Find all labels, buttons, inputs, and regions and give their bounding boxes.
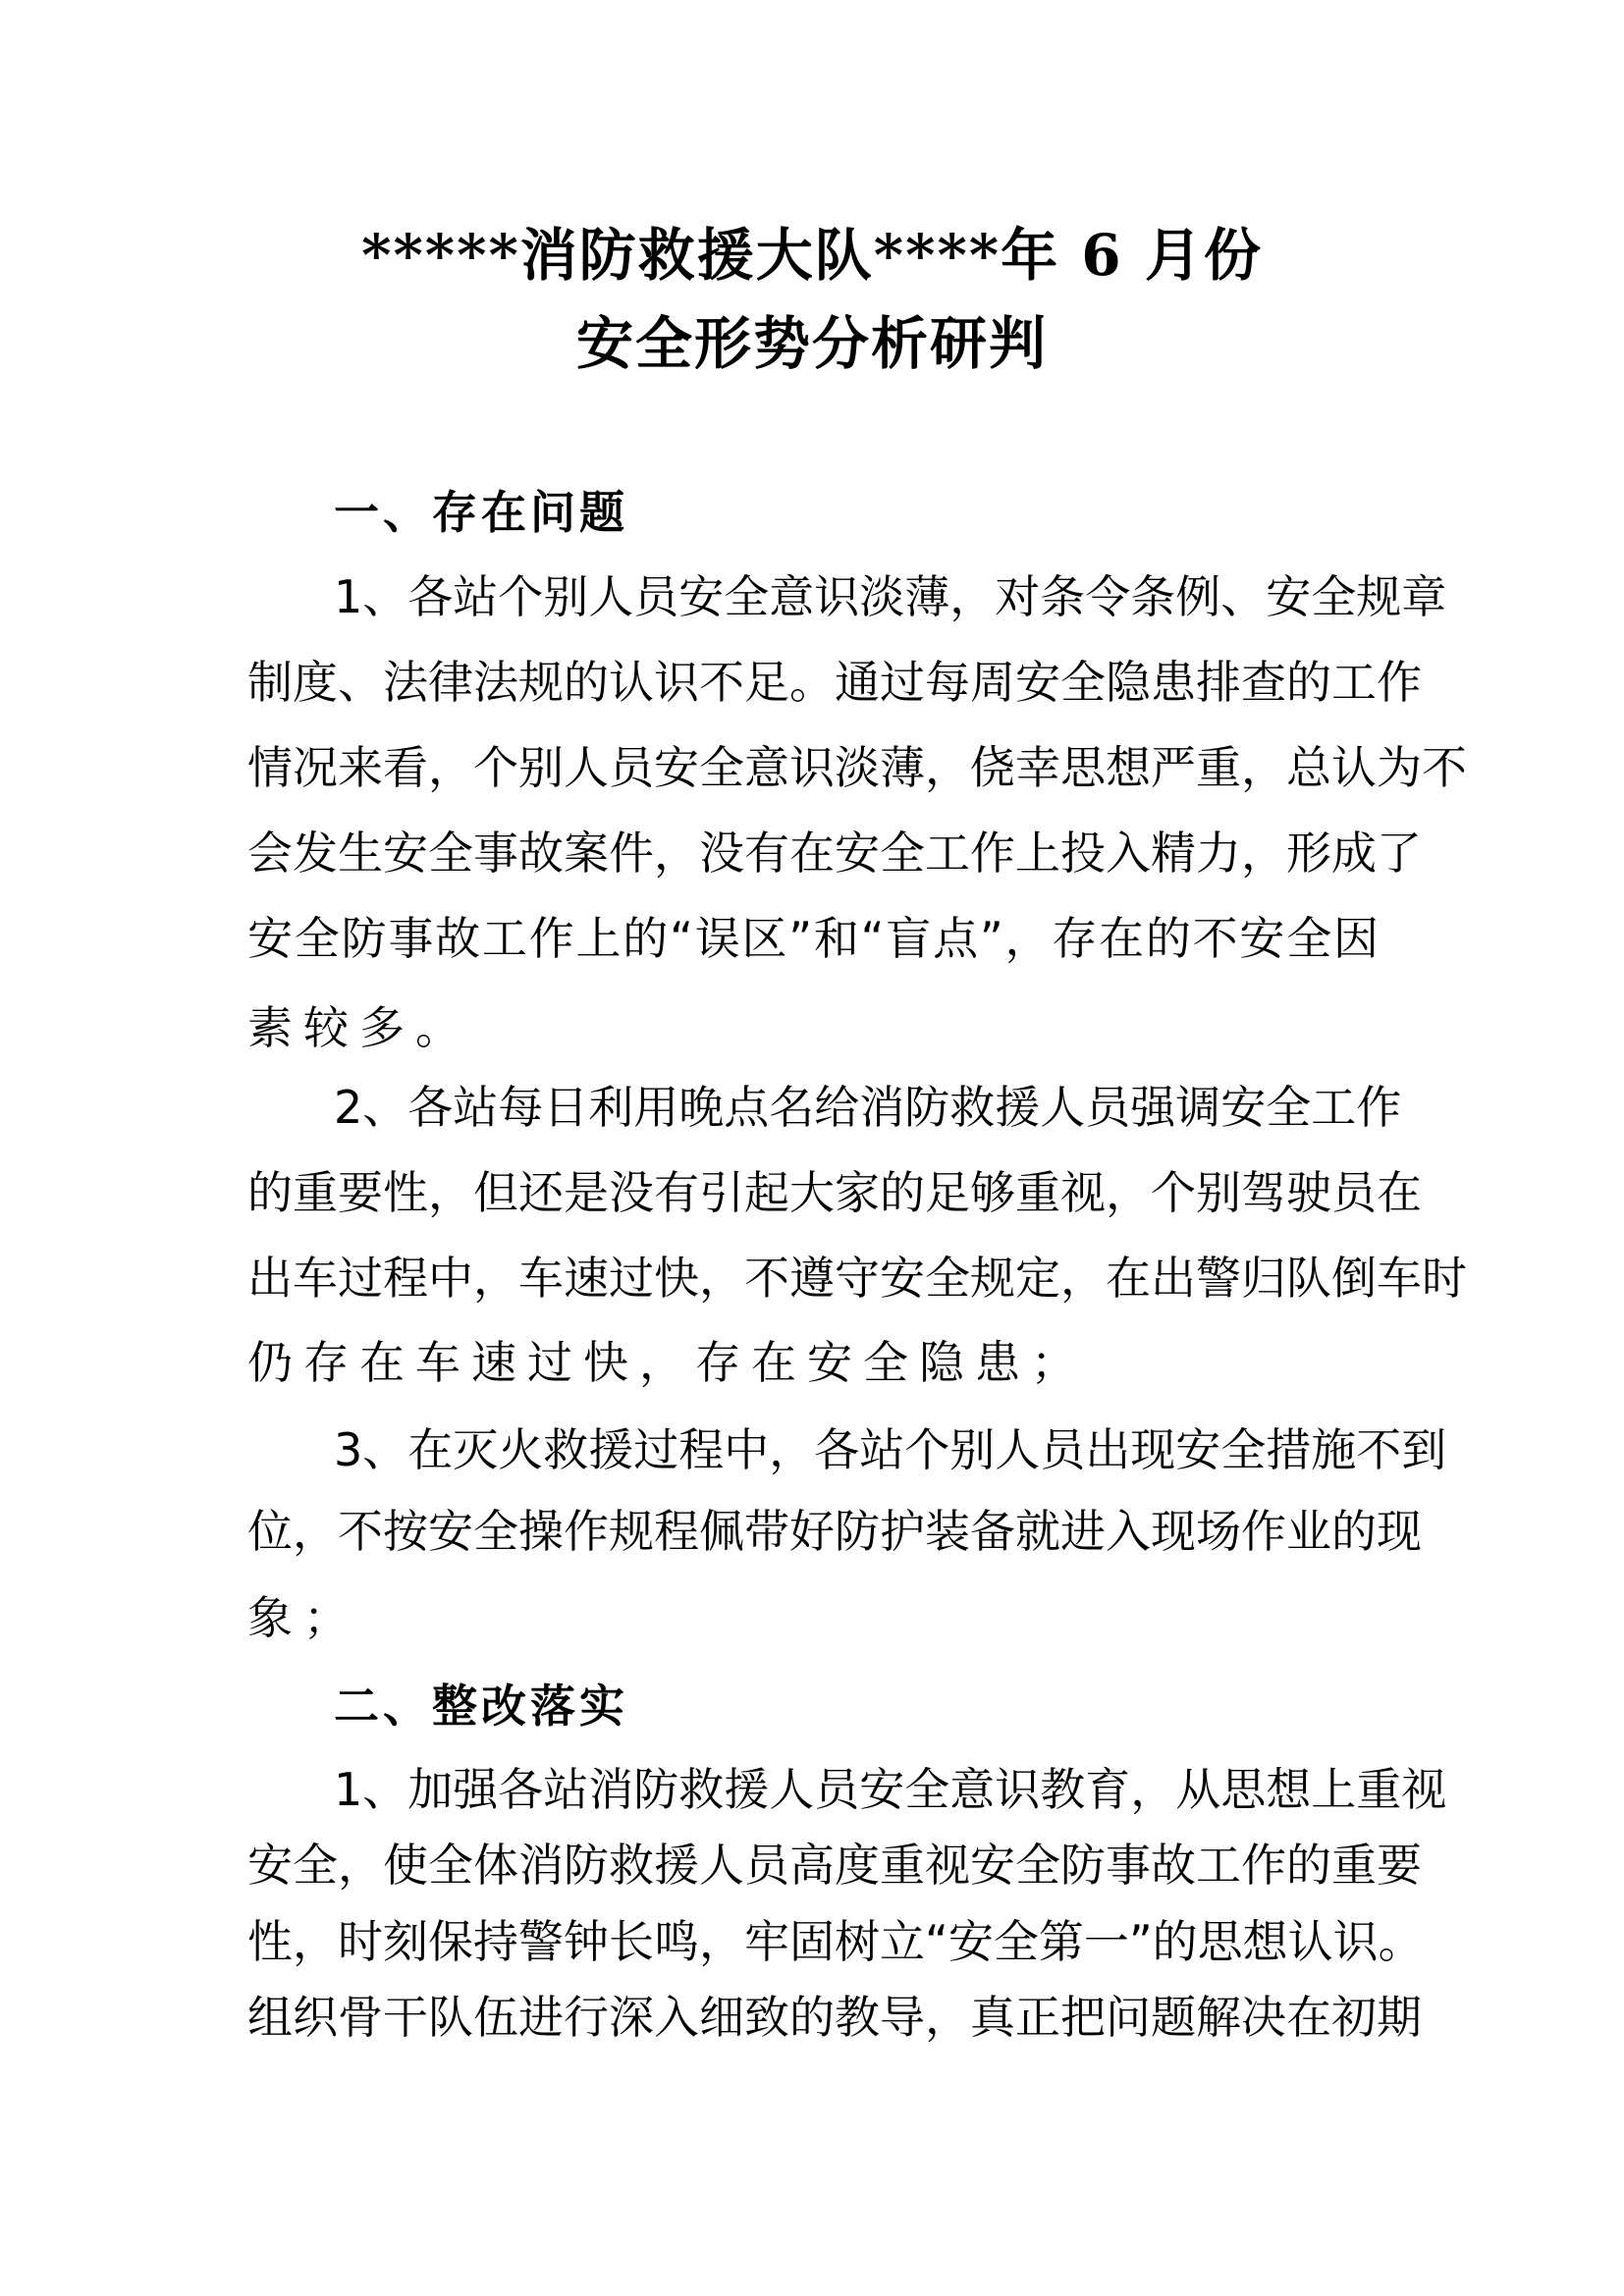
paragraph-line: 3、在灭火救援过程中，各站个别人员出现安全措施不到 [334, 1423, 1447, 1476]
paragraph-line: 会发生安全事故案件，没有在安全工作上投入精力，形成了 [247, 827, 1422, 880]
document-title-line-2: 安全形势分析研判 [575, 310, 1048, 377]
paragraph-line: 的重要性，但还是没有引起大家的足够重视，个别驾驶员在 [247, 1166, 1422, 1219]
section-heading-rectification: 二、整改落实 [334, 1680, 628, 1733]
paragraph-line: 1、加强各站消防救援人员安全意识教育，从思想上重视 [334, 1763, 1447, 1816]
paragraph-line: 安全防事故工作上的“误区”和“盲点”，存在的不安全因 [247, 912, 1379, 965]
paragraph-line: 仍存在车速过快，存在安全隐患； [247, 1336, 1087, 1389]
paragraph-line: 2、各站每日利用晚点名给消防救援人员强调安全工作 [334, 1081, 1402, 1134]
paragraph-line: 安全，使全体消防救援人员高度重视安全防事故工作的重要 [247, 1839, 1422, 1892]
paragraph-line: 制度、法律法规的认识不足。通过每周安全隐患排查的工作 [247, 656, 1422, 709]
paragraph-line: 象； [247, 1591, 359, 1644]
paragraph-line: 情况来看，个别人员安全意识淡薄，侥幸思想严重，总认为不 [247, 741, 1467, 794]
paragraph-line: 组织骨干队伍进行深入细致的教导，真正把问题解决在初期 [247, 1991, 1422, 2044]
document-title-line-1: *****消防救援大队****年 6 月份 [361, 222, 1263, 289]
paragraph-line: 性，时刻保持警钟长鸣，牢固树立“安全第一”的思想认识。 [247, 1915, 1424, 1968]
paragraph-line: 位，不按安全操作规程佩带好防护装备就进入现场作业的现 [247, 1505, 1422, 1558]
paragraph-line: 1、各站个别人员安全意识淡薄，对条令条例、安全规章 [334, 570, 1447, 623]
paragraph-line: 出车过程中，车速过快，不遵守安全规定，在出警归队倒车时 [247, 1252, 1467, 1305]
paragraph-line: 素较多。 [247, 1001, 471, 1054]
section-heading-problems: 一、存在问题 [334, 486, 628, 539]
